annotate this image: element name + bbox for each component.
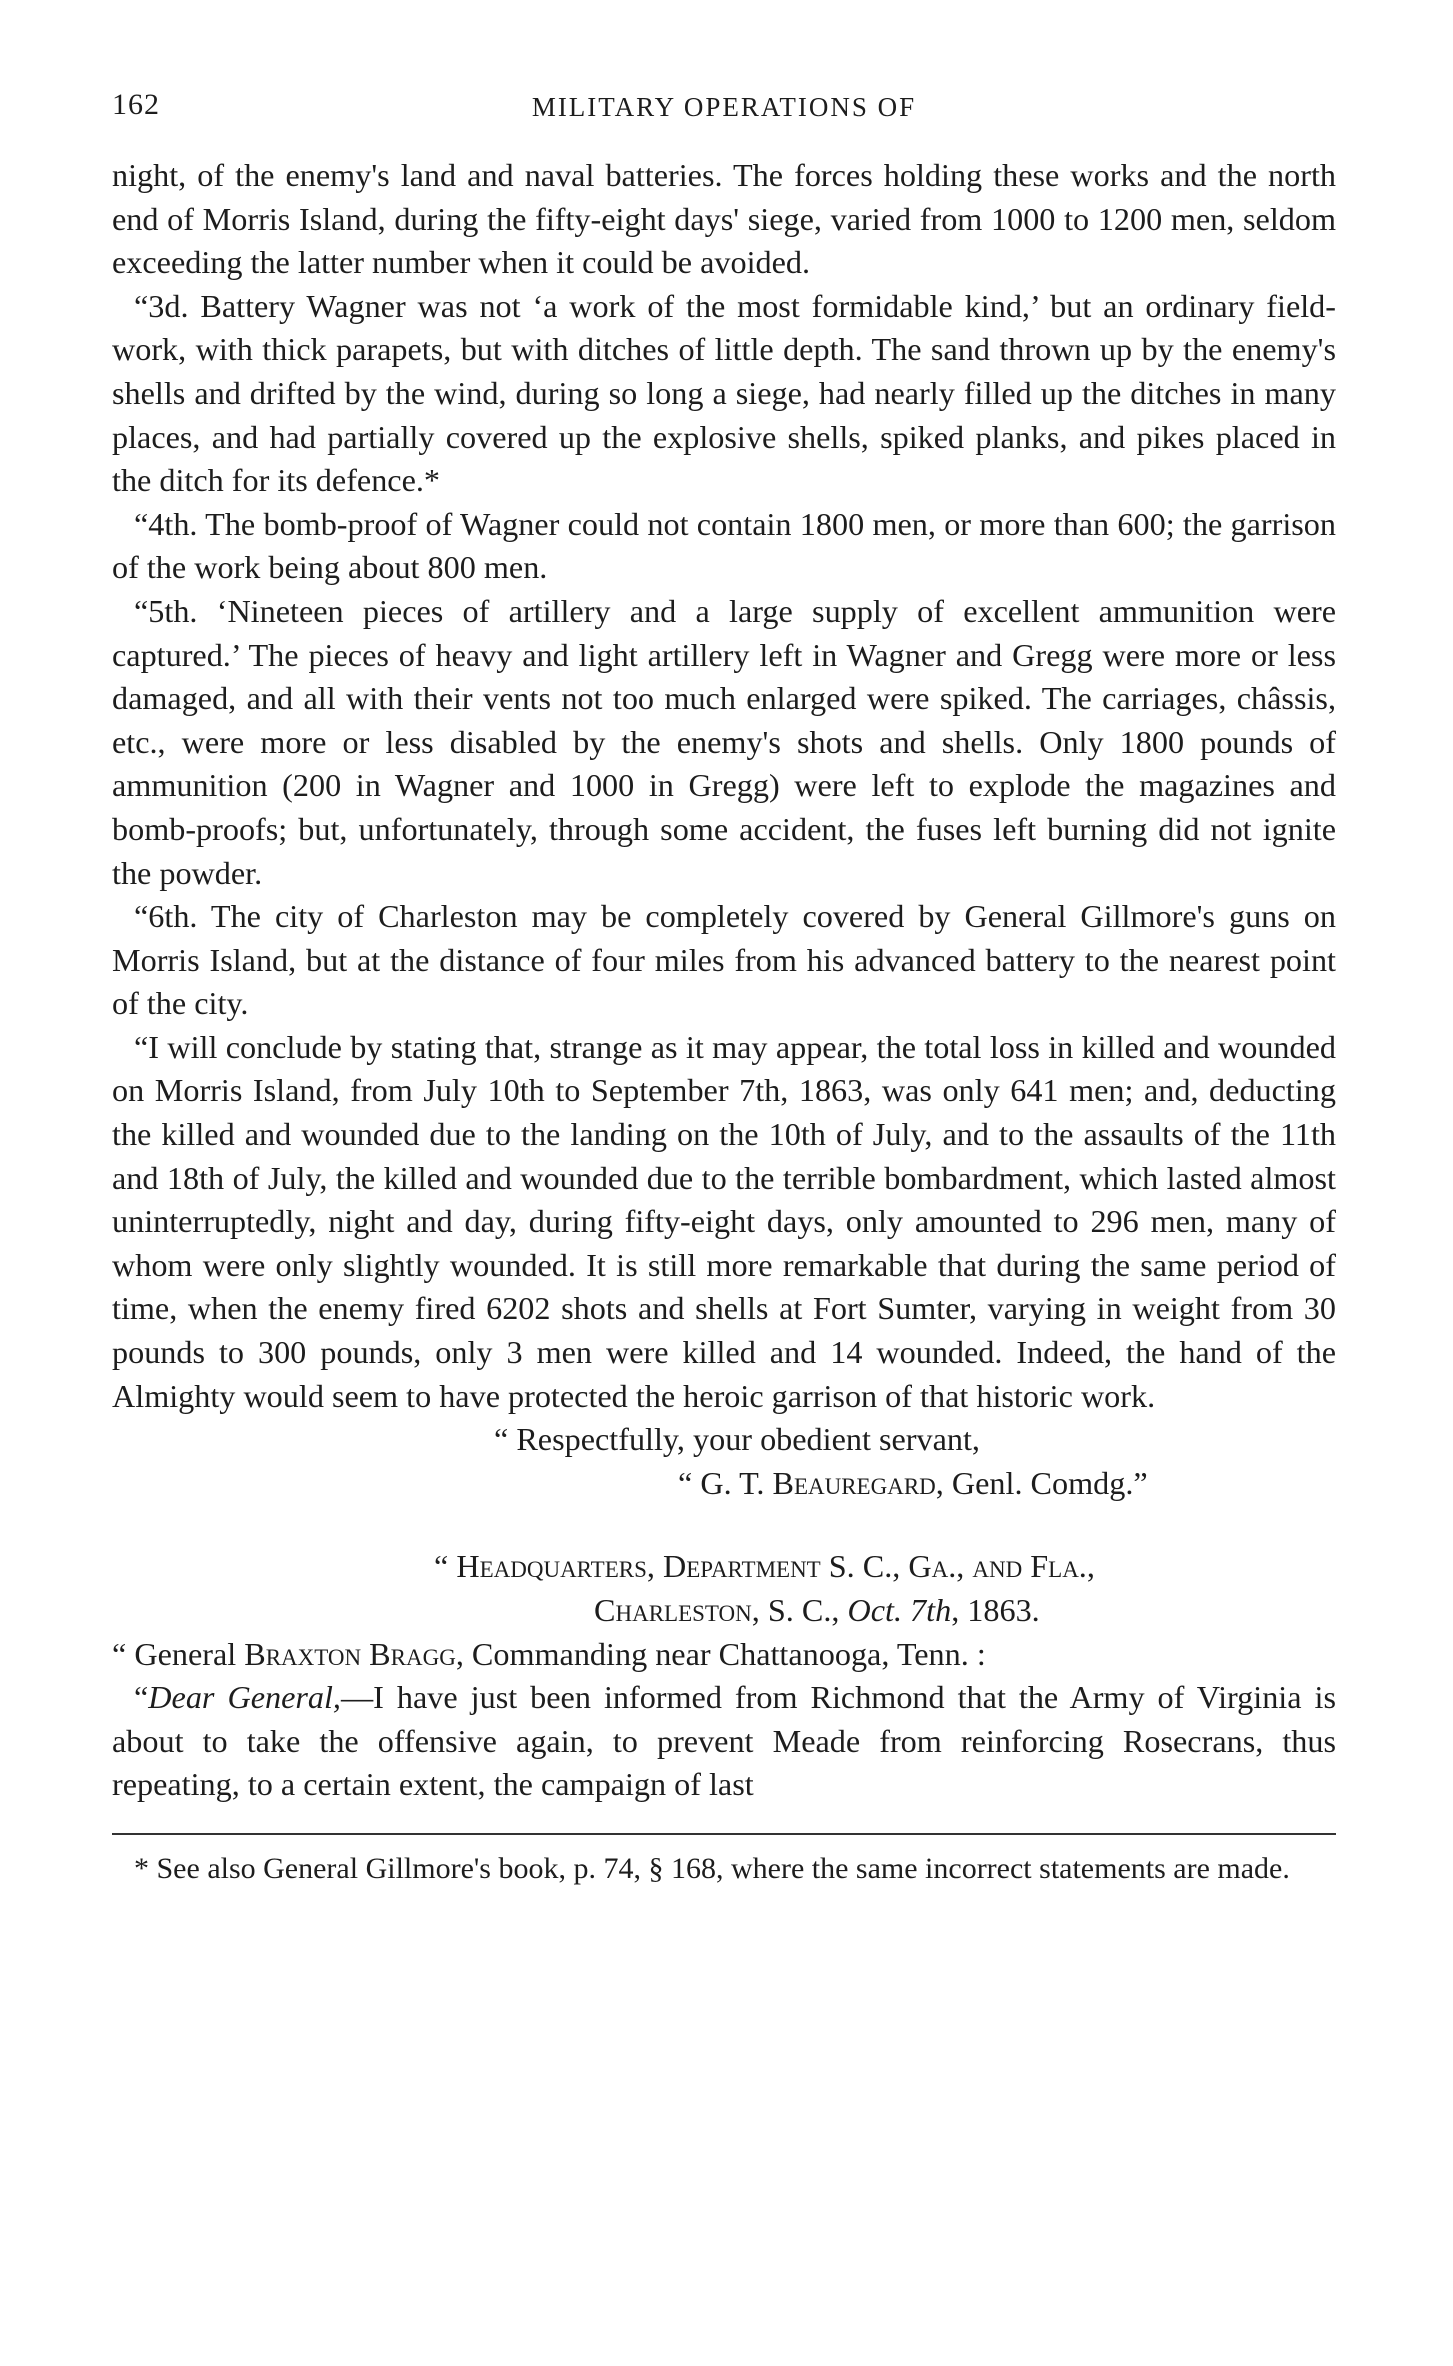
place-text: Charleston, S. C., [594, 1592, 848, 1628]
headquarters-line [112, 1545, 1336, 1589]
paragraph: “5th. ‘Nineteen pieces of artillery and a large supply of excellent ammunition were captured.’ The pieces of heavy and light artillery left in Wagner and Gregg were more or less damaged, and all with their vents not too much enlarged were spiked. The carriages, châssis, etc., were more or less disabled by the enemy's shots and shells. Only 1800 pounds of ammunition (200 in Wagner and 1000 in Gregg) were left to explode the magazines and bomb-proofs; but, unfortunately, through some accident, the fuses left burning did not ignite the powder. [112, 592, 1336, 891]
address-open: “ General [112, 1635, 245, 1672]
book-page [112, 88, 1336, 1889]
salutation-quote: “ [134, 1679, 149, 1716]
paragraph: night, of the enemy's land and naval batteries. The forces holding these works and the north end of Morris Island, during the fifty-eight days' siege, varied from 1000 to 1200 men, seldom exceeding the latter number when it could be avoided. [112, 157, 1336, 281]
salutation-text: Dear General, [148, 1679, 341, 1716]
running-head [112, 88, 1336, 136]
footnote [112, 1849, 1336, 1889]
signature-title: , Genl. Comdg.” [935, 1464, 1148, 1501]
headquarters-text: Headquarters, Department S. C., Ga., and Fla., [456, 1548, 1095, 1585]
paragraph: “6th. The city of Charleston may be completely covered by General Gillmore's guns on Morris Island, but at the distance of four miles from his advanced battery to the nearest point of the city. [112, 898, 1336, 1022]
paragraph: “4th. The bomb-proof of Wagner could not contain 1800 men, or more than 600; the garrison of the work being about 800 men. [112, 505, 1336, 586]
running-title: MILITARY OPERATIONS OF [531, 92, 917, 122]
address-rest: , Commanding near Chattanooga, Tenn. : [455, 1635, 986, 1672]
page-number: 162 [112, 88, 160, 121]
footnote-text: * See also General Gillmore's book, p. 74, § 168, where the same incorrect statements are made. [134, 1851, 1290, 1885]
signature-name: Beauregard [772, 1464, 936, 1501]
headquarters-quote: “ [434, 1548, 457, 1585]
date-year: , 1863. [951, 1592, 1040, 1628]
address-line [112, 1633, 1336, 1677]
body-text [112, 154, 1336, 1807]
footnote-rule [112, 1833, 1336, 1835]
place-date-line [112, 1589, 1336, 1633]
salutation-paragraph [112, 1676, 1336, 1807]
date-text: Oct. 7th [847, 1592, 952, 1628]
signature-line [112, 1462, 1336, 1506]
letter-heading [112, 1545, 1336, 1632]
paragraph: “I will conclude by stating that, strange as it may appear, the total loss in killed and wounded on Morris Island, from July 10th to September 7th, 1863, was only 641 men; and, deducting the killed and wounded due to the landing on the 10th of July, and to the assaults of the 11th and 18th of July, the killed and wounded due to the terrible bombardment, which lasted almost uninterruptedly, night and day, during fifty-eight days, only amounted to 296 men, many of whom were only slightly wounded. It is still more remarkable that during the same period of time, when the enemy fired 6202 shots and shells at Fort Sumter, varying in weight from 30 pounds to 300 pounds, only 3 men were killed and 14 wounded. Indeed, the hand of the Almighty would seem to have protected the heroic garrison of that historic work. [112, 1028, 1336, 1414]
addressee-name: Braxton Bragg [244, 1635, 456, 1672]
salutation-body: —I have just been informed from Richmond that the Army of Virginia is about to take the offensive again, to prevent Meade from reinforcing Rosecrans, thus repeating, to a certain extent, the campaign of last [112, 1679, 1337, 1803]
paragraph: “3d. Battery Wagner was not ‘a work of the most formidable kind,’ but an ordinary field-work, with thick parapets, but with ditches of little depth. The sand thrown up by the enemy's shells and drifted by the wind, during so long a siege, had nearly filled up the ditches in many places, and had partially covered up the explosive shells, spiked planks, and pikes placed in the ditch for its defence.* [112, 287, 1336, 499]
signature-open: “ G. T. [678, 1464, 773, 1501]
closing-line: “ Respectfully, your obedient servant, [494, 1421, 980, 1458]
